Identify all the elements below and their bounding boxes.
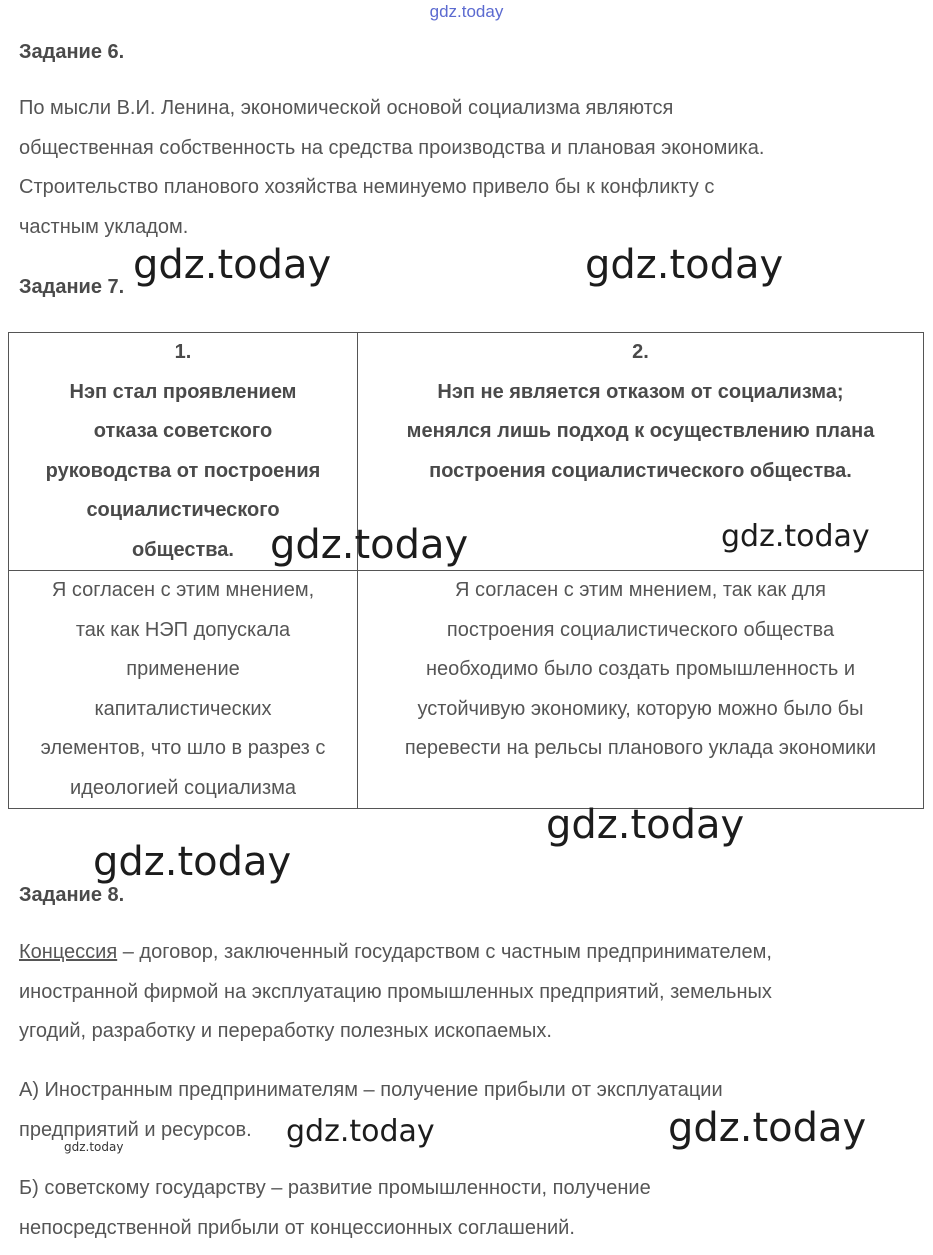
comment-1-line: идеологией социализма: [70, 776, 296, 799]
term-concession: Концессия: [19, 941, 118, 963]
table-body-row: [9, 571, 924, 809]
opinion-2-line: построения социалистического общества.: [429, 459, 852, 482]
task6-line: частным укладом.: [19, 215, 189, 238]
watermark: gdz.today: [585, 242, 784, 288]
definition-line: угодий, разработку и переработку полезных ископаемых.: [19, 1020, 552, 1042]
task6-line: По мысли В.И. Ленина, экономической основой социализма являются: [19, 97, 674, 119]
task6-line: Строительство планового хозяйства неминуемо привело бы к конфликту с: [19, 176, 715, 198]
answer-b-line: Б) советскому государству – развитие промышленности, получение: [19, 1177, 651, 1199]
watermark: gdz.today: [133, 242, 332, 288]
answer-a-line: предприятий и ресурсов.: [19, 1118, 252, 1141]
watermark: gdz.today: [93, 839, 292, 885]
opinion-1-line: руководства от построения: [45, 459, 321, 482]
answer-b-line: непосредственной прибыли от концессионных соглашений.: [19, 1216, 575, 1239]
opinion-1-line: Нэп стал проявлением: [69, 380, 297, 403]
opinions-table: [8, 332, 924, 809]
comment-1-line: так как НЭП допускала: [75, 618, 291, 641]
comment-1-line: капиталистических: [94, 697, 272, 720]
comment-2-line: построения социалистического общества: [446, 618, 835, 641]
header-watermark: gdz.today: [429, 2, 504, 21]
opinion-2-number: 2.: [632, 341, 649, 363]
task6-text: [19, 89, 919, 247]
watermark: gdz.today: [546, 802, 745, 848]
comment-1-line: элементов, что шло в разрез с: [40, 737, 326, 759]
opinion-2-line: Нэп не является отказом от социализма;: [437, 380, 844, 403]
answer-a-line: А) Иностранным предпринимателям – получение прибыли от эксплуатации: [19, 1079, 723, 1101]
opinion-2-line: менялся лишь подход к осуществлению плана: [406, 420, 875, 442]
comment-2-line: устойчивую экономику, которую можно было бы: [417, 697, 864, 720]
task6-title: Задание 6.: [19, 41, 125, 63]
opinion-1-line: общества.: [132, 538, 234, 561]
comment-2-line: необходимо было создать промышленность и: [425, 658, 856, 680]
definition-line: иностранной фирмой на эксплуатацию промышленных предприятий, земельных: [19, 980, 772, 1003]
comment-2-line: Я согласен с этим мнением, так как для: [455, 579, 826, 601]
comment-1-line: Я согласен с этим мнением,: [51, 579, 315, 601]
opinion-1-line: отказа советского: [93, 420, 273, 442]
watermark: gdz.today: [721, 519, 870, 554]
opinion-1-comment: [9, 571, 358, 809]
comment-2-line: перевести на рельсы планового уклада экономики: [404, 737, 877, 759]
watermark: gdz.today: [270, 522, 469, 568]
task8-title: Задание 8.: [19, 884, 125, 906]
task8-definition: [19, 933, 919, 1052]
watermark-small: gdz.today: [64, 1140, 124, 1154]
watermark: gdz.today: [286, 1114, 435, 1149]
opinion-2-comment: [358, 571, 924, 809]
task7-title: Задание 7.: [19, 276, 125, 298]
comment-1-line: применение: [126, 658, 240, 680]
definition-first-line: [19, 933, 919, 973]
task6-line: общественная собственность на средства производства и плановая экономика.: [19, 136, 765, 159]
definition-line: – договор, заключенный государством с частным предпринимателем,: [117, 941, 772, 963]
watermark: gdz.today: [668, 1105, 867, 1151]
answer-b: [19, 1169, 919, 1248]
opinion-1-line: социалистического: [86, 499, 280, 521]
opinion-1-number: 1.: [174, 341, 192, 363]
